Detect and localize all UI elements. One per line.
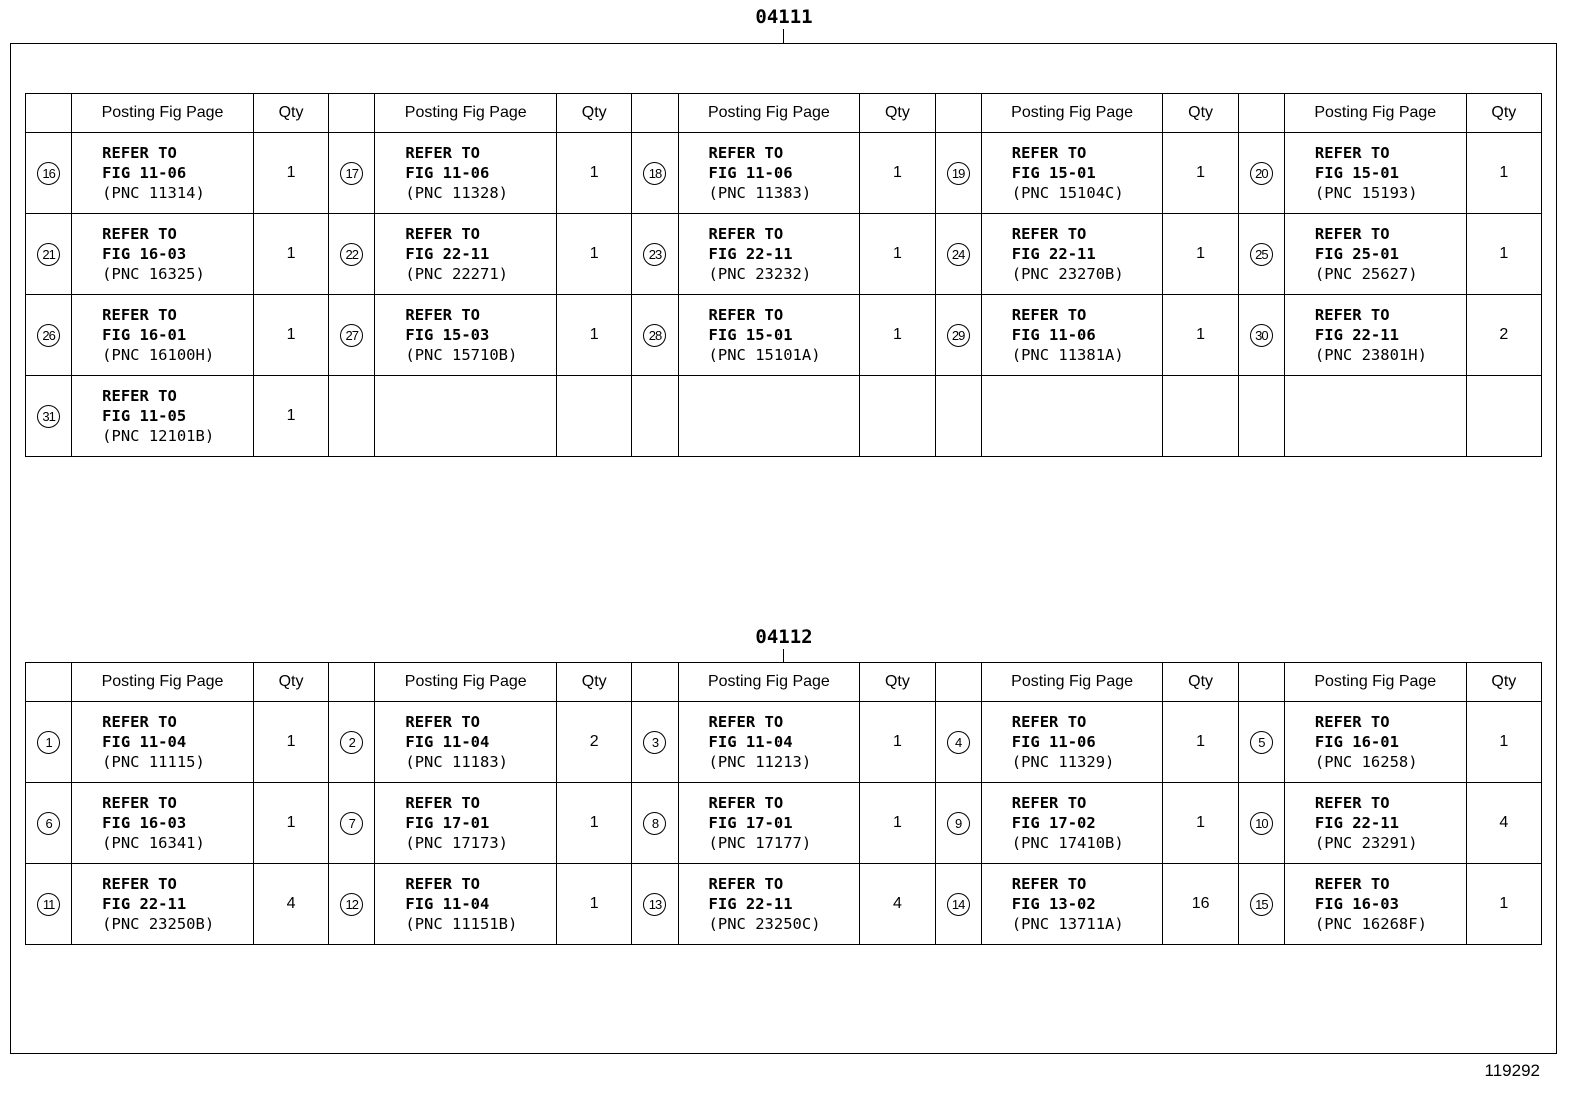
item-number-circle: 14 bbox=[947, 893, 970, 916]
reference-figure: FIG 15-01 bbox=[1314, 164, 1399, 182]
item-number-cell bbox=[632, 295, 678, 376]
reference-pnc: (PNC 11151B) bbox=[405, 915, 518, 933]
reference-pnc: (PNC 11381A) bbox=[1011, 346, 1124, 364]
reference-figure: FIG 16-01 bbox=[102, 326, 187, 344]
header-qty: Qty bbox=[253, 94, 328, 133]
reference-label: REFER TO bbox=[1011, 875, 1087, 893]
item-number-circle: 11 bbox=[37, 893, 60, 916]
reference-cell bbox=[375, 133, 557, 214]
reference-cell bbox=[678, 376, 860, 457]
header-posting: Posting Fig Page bbox=[72, 94, 254, 133]
header-qty: Qty bbox=[557, 94, 632, 133]
parts-table-top bbox=[25, 93, 1542, 457]
item-number-cell bbox=[1238, 133, 1284, 214]
quantity-cell: 1 bbox=[253, 214, 328, 295]
reference-figure: FIG 15-01 bbox=[1011, 164, 1096, 182]
reference-cell bbox=[72, 295, 254, 376]
item-number-cell bbox=[329, 214, 375, 295]
item-number-cell bbox=[935, 295, 981, 376]
reference-pnc: (PNC 22271) bbox=[405, 265, 509, 283]
figure-number: 119292 bbox=[1484, 1061, 1540, 1080]
reference-figure: FIG 22-11 bbox=[1314, 326, 1399, 344]
header-qty: Qty bbox=[1163, 94, 1238, 133]
reference-figure: FIG 17-02 bbox=[1011, 814, 1096, 832]
table-row bbox=[26, 783, 1542, 864]
reference-pnc: (PNC 15104C) bbox=[1011, 184, 1124, 202]
reference-figure: FIG 11-06 bbox=[102, 164, 187, 182]
reference-pnc: (PNC 15710B) bbox=[405, 346, 518, 364]
item-number-circle: 18 bbox=[643, 162, 666, 185]
item-number-cell bbox=[1238, 864, 1284, 945]
header-number-cell bbox=[26, 94, 72, 133]
reference-cell bbox=[72, 702, 254, 783]
reference-label: REFER TO bbox=[708, 144, 784, 162]
header-posting: Posting Fig Page bbox=[375, 94, 557, 133]
reference-label: REFER TO bbox=[708, 306, 784, 324]
item-number-cell bbox=[935, 702, 981, 783]
quantity-cell: 1 bbox=[860, 133, 935, 214]
reference-pnc: (PNC 23250C) bbox=[708, 915, 821, 933]
quantity-cell: 1 bbox=[253, 783, 328, 864]
quantity-cell bbox=[1466, 376, 1541, 457]
header-qty: Qty bbox=[1466, 663, 1541, 702]
quantity-cell: 1 bbox=[1163, 702, 1238, 783]
reference-label: REFER TO bbox=[102, 387, 177, 405]
reference-cell bbox=[375, 295, 557, 376]
reference-figure: FIG 11-04 bbox=[708, 733, 793, 751]
reference-label: REFER TO bbox=[1314, 875, 1390, 893]
reference-label: REFER TO bbox=[1314, 144, 1390, 162]
reference-label: REFER TO bbox=[102, 794, 177, 812]
reference-pnc: (PNC 23250B) bbox=[102, 915, 215, 933]
reference-cell bbox=[375, 702, 557, 783]
header-posting: Posting Fig Page bbox=[981, 663, 1163, 702]
item-number-circle: 1 bbox=[37, 731, 60, 754]
item-number-circle: 30 bbox=[1250, 324, 1273, 347]
reference-figure: FIG 15-03 bbox=[405, 326, 490, 344]
reference-cell bbox=[678, 783, 860, 864]
item-number-circle: 6 bbox=[37, 812, 60, 835]
reference-pnc: (PNC 11329) bbox=[1011, 753, 1115, 771]
reference-cell bbox=[678, 702, 860, 783]
reference-pnc: (PNC 15193) bbox=[1314, 184, 1418, 202]
item-number-circle: 19 bbox=[947, 162, 970, 185]
reference-cell bbox=[375, 864, 557, 945]
quantity-cell: 1 bbox=[1163, 783, 1238, 864]
quantity-cell: 2 bbox=[557, 702, 632, 783]
header-number-cell bbox=[632, 94, 678, 133]
table-row bbox=[26, 133, 1542, 214]
reference-cell bbox=[72, 376, 254, 457]
reference-pnc: (PNC 11383) bbox=[708, 184, 812, 202]
reference-cell bbox=[1284, 295, 1466, 376]
quantity-cell: 4 bbox=[1466, 783, 1541, 864]
parts-table-bottom bbox=[25, 662, 1542, 945]
quantity-cell: 1 bbox=[1466, 702, 1541, 783]
reference-pnc: (PNC 12101B) bbox=[102, 427, 215, 445]
header-number-cell bbox=[935, 94, 981, 133]
item-number-cell bbox=[1238, 783, 1284, 864]
table-row bbox=[26, 864, 1542, 945]
reference-figure: FIG 22-11 bbox=[405, 245, 490, 263]
quantity-cell: 1 bbox=[253, 295, 328, 376]
kit-label-bottom: 04112 bbox=[755, 626, 813, 648]
table-row bbox=[26, 214, 1542, 295]
reference-cell bbox=[981, 214, 1163, 295]
reference-pnc: (PNC 23291) bbox=[1314, 834, 1418, 852]
reference-label: REFER TO bbox=[708, 794, 784, 812]
item-number-cell bbox=[329, 133, 375, 214]
reference-cell bbox=[981, 864, 1163, 945]
item-number-cell bbox=[1238, 214, 1284, 295]
reference-cell bbox=[375, 783, 557, 864]
reference-cell bbox=[1284, 702, 1466, 783]
reference-figure: FIG 25-01 bbox=[1314, 245, 1399, 263]
reference-pnc: (PNC 11213) bbox=[708, 753, 812, 771]
item-number-cell bbox=[935, 783, 981, 864]
reference-label: REFER TO bbox=[102, 144, 177, 162]
item-number-cell bbox=[632, 133, 678, 214]
reference-label: REFER TO bbox=[102, 306, 177, 324]
item-number-circle: 31 bbox=[37, 405, 60, 428]
reference-cell bbox=[981, 295, 1163, 376]
reference-figure: FIG 13-02 bbox=[1011, 895, 1096, 913]
reference-cell bbox=[1284, 864, 1466, 945]
reference-label: REFER TO bbox=[1314, 225, 1390, 243]
header-posting: Posting Fig Page bbox=[1284, 663, 1466, 702]
header-number-cell bbox=[26, 663, 72, 702]
reference-label: REFER TO bbox=[708, 713, 784, 731]
reference-figure: FIG 16-01 bbox=[1314, 733, 1399, 751]
reference-label: REFER TO bbox=[1011, 225, 1087, 243]
reference-label: REFER TO bbox=[1011, 794, 1087, 812]
quantity-cell: 1 bbox=[253, 702, 328, 783]
item-number-circle: 16 bbox=[37, 162, 60, 185]
reference-label: REFER TO bbox=[102, 875, 177, 893]
reference-figure: FIG 11-06 bbox=[1011, 326, 1096, 344]
reference-label: REFER TO bbox=[102, 713, 177, 731]
reference-figure: FIG 11-04 bbox=[405, 895, 490, 913]
reference-label: REFER TO bbox=[405, 306, 481, 324]
header-posting: Posting Fig Page bbox=[1284, 94, 1466, 133]
item-number-circle: 15 bbox=[1250, 893, 1273, 916]
item-number-circle: 12 bbox=[340, 893, 363, 916]
quantity-cell: 2 bbox=[1466, 295, 1541, 376]
header-qty: Qty bbox=[557, 663, 632, 702]
kit-leader-bottom bbox=[783, 649, 784, 662]
item-number-circle: 3 bbox=[643, 731, 666, 754]
header-number-cell bbox=[329, 94, 375, 133]
reference-figure: FIG 15-01 bbox=[708, 326, 793, 344]
item-number-cell bbox=[935, 214, 981, 295]
item-number-circle: 2 bbox=[340, 731, 363, 754]
quantity-cell: 1 bbox=[557, 295, 632, 376]
table-row bbox=[26, 295, 1542, 376]
quantity-cell: 1 bbox=[557, 133, 632, 214]
item-number-circle: 4 bbox=[947, 731, 970, 754]
item-number-cell bbox=[26, 133, 72, 214]
reference-label: REFER TO bbox=[708, 225, 784, 243]
item-number-circle: 29 bbox=[947, 324, 970, 347]
header-qty: Qty bbox=[860, 663, 935, 702]
reference-label: REFER TO bbox=[708, 875, 784, 893]
reference-figure: FIG 16-03 bbox=[1314, 895, 1399, 913]
quantity-cell bbox=[1163, 376, 1238, 457]
reference-cell bbox=[678, 295, 860, 376]
reference-pnc: (PNC 11183) bbox=[405, 753, 509, 771]
reference-pnc: (PNC 23801H) bbox=[1314, 346, 1427, 364]
quantity-cell: 1 bbox=[1466, 864, 1541, 945]
header-posting: Posting Fig Page bbox=[72, 663, 254, 702]
header-number-cell bbox=[329, 663, 375, 702]
header-row bbox=[26, 663, 1542, 702]
reference-label: REFER TO bbox=[405, 144, 481, 162]
reference-label: REFER TO bbox=[405, 225, 481, 243]
reference-figure: FIG 11-06 bbox=[1011, 733, 1096, 751]
header-number-cell bbox=[935, 663, 981, 702]
header-qty: Qty bbox=[253, 663, 328, 702]
quantity-cell: 1 bbox=[1163, 133, 1238, 214]
item-number-circle: 9 bbox=[947, 812, 970, 835]
reference-label: REFER TO bbox=[1314, 794, 1390, 812]
reference-pnc: (PNC 17410B) bbox=[1011, 834, 1124, 852]
item-number-cell bbox=[329, 702, 375, 783]
quantity-cell: 1 bbox=[1466, 133, 1541, 214]
item-number-cell bbox=[632, 376, 678, 457]
reference-label: REFER TO bbox=[405, 713, 481, 731]
header-posting: Posting Fig Page bbox=[981, 94, 1163, 133]
item-number-cell bbox=[329, 295, 375, 376]
item-number-cell bbox=[26, 376, 72, 457]
quantity-cell: 1 bbox=[253, 376, 328, 457]
reference-cell bbox=[678, 864, 860, 945]
item-number-cell bbox=[632, 783, 678, 864]
quantity-cell: 4 bbox=[860, 864, 935, 945]
reference-figure: FIG 11-04 bbox=[102, 733, 187, 751]
reference-cell bbox=[375, 214, 557, 295]
item-number-circle: 24 bbox=[947, 243, 970, 266]
item-number-cell bbox=[26, 295, 72, 376]
reference-pnc: (PNC 23232) bbox=[708, 265, 812, 283]
item-number-circle: 27 bbox=[340, 324, 363, 347]
reference-cell bbox=[72, 783, 254, 864]
reference-label: REFER TO bbox=[405, 875, 481, 893]
item-number-circle: 26 bbox=[37, 324, 60, 347]
item-number-circle: 10 bbox=[1250, 812, 1273, 835]
header-number-cell bbox=[1238, 94, 1284, 133]
reference-label: REFER TO bbox=[1314, 713, 1390, 731]
quantity-cell: 1 bbox=[860, 295, 935, 376]
reference-label: REFER TO bbox=[1011, 306, 1087, 324]
reference-figure: FIG 22-11 bbox=[102, 895, 187, 913]
item-number-cell bbox=[632, 864, 678, 945]
reference-pnc: (PNC 16325) bbox=[102, 265, 205, 283]
item-number-cell bbox=[26, 214, 72, 295]
reference-pnc: (PNC 16258) bbox=[1314, 753, 1418, 771]
reference-figure: FIG 22-11 bbox=[1314, 814, 1399, 832]
reference-pnc: (PNC 16100H) bbox=[102, 346, 215, 364]
quantity-cell: 1 bbox=[860, 783, 935, 864]
item-number-cell bbox=[935, 864, 981, 945]
reference-pnc: (PNC 11328) bbox=[405, 184, 509, 202]
header-number-cell bbox=[632, 663, 678, 702]
item-number-circle: 28 bbox=[643, 324, 666, 347]
reference-label: REFER TO bbox=[1011, 144, 1087, 162]
reference-pnc: (PNC 11115) bbox=[102, 753, 205, 771]
item-number-circle: 23 bbox=[643, 243, 666, 266]
item-number-cell bbox=[632, 702, 678, 783]
header-qty: Qty bbox=[860, 94, 935, 133]
reference-figure: FIG 11-06 bbox=[708, 164, 793, 182]
item-number-circle: 17 bbox=[340, 162, 363, 185]
table-row bbox=[26, 376, 1542, 457]
reference-cell bbox=[1284, 133, 1466, 214]
reference-pnc: (PNC 17173) bbox=[405, 834, 509, 852]
quantity-cell: 1 bbox=[1163, 295, 1238, 376]
reference-pnc: (PNC 13711A) bbox=[1011, 915, 1124, 933]
reference-figure: FIG 22-11 bbox=[1011, 245, 1096, 263]
item-number-cell bbox=[1238, 702, 1284, 783]
item-number-cell bbox=[26, 783, 72, 864]
reference-cell bbox=[981, 783, 1163, 864]
header-number-cell bbox=[1238, 663, 1284, 702]
item-number-cell bbox=[26, 864, 72, 945]
item-number-circle: 7 bbox=[340, 812, 363, 835]
item-number-cell bbox=[26, 702, 72, 783]
reference-figure: FIG 11-05 bbox=[102, 407, 187, 425]
table-row bbox=[26, 702, 1542, 783]
item-number-circle: 25 bbox=[1250, 243, 1273, 266]
quantity-cell: 1 bbox=[860, 214, 935, 295]
quantity-cell: 1 bbox=[557, 783, 632, 864]
item-number-cell bbox=[329, 783, 375, 864]
quantity-cell: 1 bbox=[1466, 214, 1541, 295]
reference-cell bbox=[375, 376, 557, 457]
reference-pnc: (PNC 25627) bbox=[1314, 265, 1418, 283]
item-number-circle: 20 bbox=[1250, 162, 1273, 185]
reference-pnc: (PNC 11314) bbox=[102, 184, 205, 202]
quantity-cell: 16 bbox=[1163, 864, 1238, 945]
quantity-cell bbox=[557, 376, 632, 457]
reference-figure: FIG 11-06 bbox=[405, 164, 490, 182]
reference-cell bbox=[1284, 376, 1466, 457]
reference-cell bbox=[678, 214, 860, 295]
reference-figure: FIG 11-04 bbox=[405, 733, 490, 751]
reference-cell bbox=[72, 133, 254, 214]
reference-label: REFER TO bbox=[1011, 713, 1087, 731]
quantity-cell: 1 bbox=[1163, 214, 1238, 295]
kit-label-top: 04111 bbox=[755, 6, 813, 28]
quantity-cell: 1 bbox=[860, 702, 935, 783]
item-number-cell bbox=[1238, 376, 1284, 457]
reference-label: REFER TO bbox=[405, 794, 481, 812]
reference-pnc: (PNC 15101A) bbox=[708, 346, 821, 364]
quantity-cell: 4 bbox=[253, 864, 328, 945]
reference-figure: FIG 22-11 bbox=[708, 245, 793, 263]
reference-pnc: (PNC 23270B) bbox=[1011, 265, 1124, 283]
header-posting: Posting Fig Page bbox=[678, 94, 860, 133]
header-qty: Qty bbox=[1163, 663, 1238, 702]
reference-label: REFER TO bbox=[102, 225, 177, 243]
reference-pnc: (PNC 16341) bbox=[102, 834, 205, 852]
reference-figure: FIG 17-01 bbox=[405, 814, 490, 832]
header-row bbox=[26, 94, 1542, 133]
header-qty: Qty bbox=[1466, 94, 1541, 133]
item-number-circle: 13 bbox=[643, 893, 666, 916]
header-posting: Posting Fig Page bbox=[375, 663, 557, 702]
reference-figure: FIG 17-01 bbox=[708, 814, 793, 832]
item-number-cell bbox=[329, 376, 375, 457]
header-posting: Posting Fig Page bbox=[678, 663, 860, 702]
reference-cell bbox=[72, 864, 254, 945]
reference-cell bbox=[678, 133, 860, 214]
item-number-circle: 21 bbox=[37, 243, 60, 266]
reference-figure: FIG 16-03 bbox=[102, 245, 187, 263]
reference-pnc: (PNC 17177) bbox=[708, 834, 812, 852]
quantity-cell: 1 bbox=[253, 133, 328, 214]
item-number-circle: 8 bbox=[643, 812, 666, 835]
reference-cell bbox=[981, 376, 1163, 457]
item-number-circle: 22 bbox=[340, 243, 363, 266]
reference-cell bbox=[1284, 783, 1466, 864]
item-number-cell bbox=[1238, 295, 1284, 376]
item-number-cell bbox=[329, 864, 375, 945]
reference-figure: FIG 16-03 bbox=[102, 814, 187, 832]
reference-label: REFER TO bbox=[1314, 306, 1390, 324]
quantity-cell: 1 bbox=[557, 214, 632, 295]
item-number-cell bbox=[632, 214, 678, 295]
quantity-cell bbox=[860, 376, 935, 457]
reference-cell bbox=[981, 702, 1163, 783]
quantity-cell: 1 bbox=[557, 864, 632, 945]
reference-cell bbox=[1284, 214, 1466, 295]
kit-leader-top bbox=[783, 29, 784, 43]
reference-pnc: (PNC 16268F) bbox=[1314, 915, 1427, 933]
item-number-cell bbox=[935, 133, 981, 214]
reference-cell bbox=[72, 214, 254, 295]
reference-figure: FIG 22-11 bbox=[708, 895, 793, 913]
item-number-cell bbox=[935, 376, 981, 457]
item-number-circle: 5 bbox=[1250, 731, 1273, 754]
reference-cell bbox=[981, 133, 1163, 214]
